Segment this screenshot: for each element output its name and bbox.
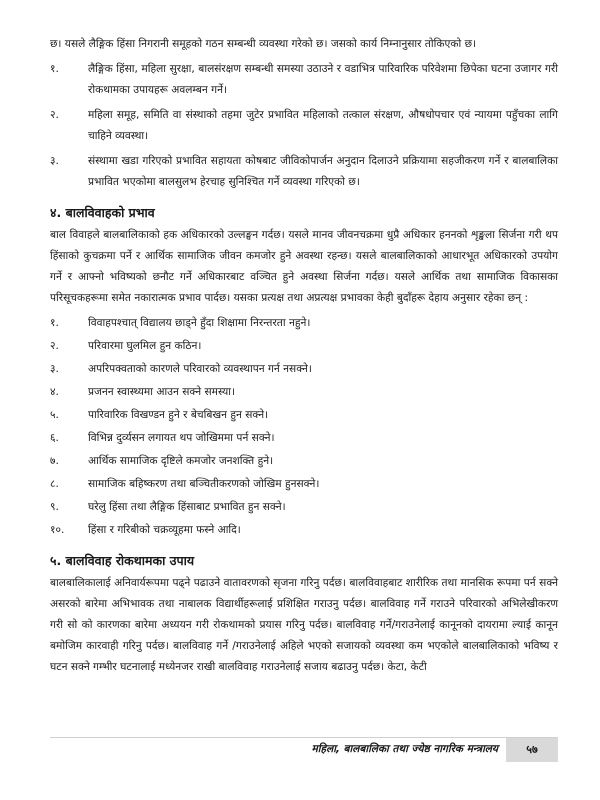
prevention-paragraph: बालबालिकालाई अनिवार्यरूपमा पढ्ने पढाउने वातावरणको सृजना गरिनु पर्दछ। बालविवाहबाट शारीरिक तथा मानसिक रूपमा पर्न सक्ने असरको बारेमा अभिभावक तथा नाबालक विद्यार्थीहरूलाई प्रशिक्षित गराउनु पर्दछ। बालविवाह गर्ने गराउने परिवारको अभिलेखीकरण गरी सो को कारणका बारेमा अध्ययन गरी रोकथामको प्रयास गरिनु पर्दछ। बालविवाह गर्ने/गराउनेलाई कानूनको दायरामा ल्याई कानून बमोजिम कारवाही गरिनु पर्दछ। बालविवाह गर्ने /गराउनेलाई अहिले भएको सजायको व्यवस्था कम भएकोले बालबालिकाको भविष्य र घटन सक्ने गम्भीर घटनालाई मध्येनजर राखी बालविवाह गराउनेलाई सजाय बढाउनु पर्दछ। केटा, केटी xyxy=(50,577,558,673)
list-item-number: २. xyxy=(50,340,59,352)
list-item-text: पारिवारिक विखण्डन हुने र बेचबिखन हुन सक्ने। xyxy=(88,409,269,421)
list-item-number: ३. xyxy=(50,363,59,375)
list-item-number: ५. xyxy=(50,409,59,421)
list-item xyxy=(50,451,558,472)
list-item xyxy=(50,59,558,101)
section-heading-effects: ४. बालविवाहको प्रभाव xyxy=(50,205,155,220)
list-item-number: ६. xyxy=(50,432,59,444)
list-item-text: आर्थिक सामाजिक दृष्टिले कमजोर जनशक्ति हुने। xyxy=(88,455,274,467)
list-item xyxy=(50,105,558,147)
list-item-number: ४. xyxy=(50,386,59,398)
list-item xyxy=(50,405,558,426)
list-item-number: ७. xyxy=(50,455,59,467)
duties-list xyxy=(50,59,558,193)
list-item xyxy=(50,336,558,357)
list-item-text: प्रजनन स्वास्थ्यमा आउन सक्ने समस्या। xyxy=(88,386,235,398)
list-item-number: १. xyxy=(50,317,59,329)
list-item-number: २. xyxy=(50,109,59,121)
list-item-text: संस्थामा खडा गरिएको प्रभावित सहायता कोषबाट जीविकोपार्जन अनुदान दिलाउने प्रक्रियामा सहजीकरण गर्ने र बालबालिका प्रभावित भएकोमा बालसुलभ हेरचाह सुनिश्चित गर्ने व्यवस्था गरिएको छ। xyxy=(88,155,558,188)
list-item-number: १. xyxy=(50,63,59,75)
effects-list xyxy=(50,313,558,541)
list-item xyxy=(50,497,558,518)
list-item-text: अपरिपक्वताको कारणले परिवारको व्यवस्थापन गर्न नसक्ने। xyxy=(88,363,312,375)
list-item xyxy=(50,474,558,495)
page-footer xyxy=(50,737,558,762)
list-item-number: ९. xyxy=(50,501,59,513)
page-number: ५७ xyxy=(506,738,558,762)
list-item-text: सामाजिक बहिष्करण तथा बञ्चितीकरणको जोखिम हुनसक्ने। xyxy=(88,478,320,490)
list-item xyxy=(50,520,558,541)
footer-ministry-name: महिला, बालबालिका तथा ज्येष्ठ नागरिक मन्त्रालय xyxy=(311,743,498,755)
list-item-number: ८. xyxy=(50,478,59,490)
intro-paragraph: छ। यसले लैङ्गिक हिंसा निगरानी समूहको गठन सम्बन्धी व्यवस्था गरेको छ। जसको कार्य निम्नानुसार तोकिएको छ। xyxy=(50,38,477,50)
section-heading-prevention: ५. बालविवाह रोकथामका उपाय xyxy=(50,553,195,568)
document-body xyxy=(50,34,558,678)
list-item-text: परिवारमा घुलमिल हुन कठिन। xyxy=(88,340,202,352)
list-item-text: महिला समूह, समिति वा संस्थाको तहमा जुटेर प्रभावित महिलाको तत्काल संरक्षण, औषधोपचार एवं न्यायमा पहुँचका लागि चाहिने व्यवस्था। xyxy=(88,109,558,142)
list-item-text: घरेलु हिंसा तथा लैङ्गिक हिंसाबाट प्रभावित हुन सक्ने। xyxy=(88,501,286,513)
list-item-text: हिंसा र गरिबीको चक्रव्यूहमा फस्ने आदि। xyxy=(88,524,241,536)
list-item-text: विवाहपश्चात् विद्यालय छाड्ने हुँदा शिक्षामा निरन्तरता नहुने। xyxy=(88,317,311,329)
list-item-number: १०. xyxy=(50,524,65,536)
list-item xyxy=(50,313,558,334)
list-item-text: विभिन्न दुर्व्यसन लगायत थप जोखिममा पर्न सक्ने। xyxy=(88,432,275,444)
effects-paragraph: बाल विवाहले बालबालिकाको हक अधिकारको उल्लङ्घन गर्दछ। यसले मानव जीवनचक्रमा धुप्रै अधिकार हननको शृङ्खला सिर्जना गरी थप हिंसाको कुचक्रमा पर्ने र आर्थिक सामाजिक जीवन कमजोर हुने अवस्था रहन्छ। यसले बालबालिकाको आधारभूत अधिकारको उपयोग गर्ने र आफ्नो भविष्यको छनौट गर्ने अधिकारबाट वञ्चित हुने अवस्था सिर्जना गर्दछ। यसले आर्थिक तथा सामाजिक विकासका परिसूचकहरूमा समेत नकारात्मक प्रभाव पार्दछ। यसका प्रत्यक्ष तथा अप्रत्यक्ष प्रभावका केही बुदाँहरू देहाय अनुसार रहेका छन् : xyxy=(50,229,558,304)
list-item xyxy=(50,359,558,380)
list-item xyxy=(50,428,558,449)
list-item-number: ३. xyxy=(50,155,59,167)
list-item xyxy=(50,382,558,403)
list-item xyxy=(50,151,558,193)
list-item-text: लैङ्गिक हिंसा, महिला सुरक्षा, बालसंरक्षण सम्बन्धी समस्या उठाउने र वडाभित्र पारिवारिक परिवेशमा छिपेका घटना उजागर गरी रोकथामका उपायहरू अवलम्बन गर्ने। xyxy=(88,63,558,96)
